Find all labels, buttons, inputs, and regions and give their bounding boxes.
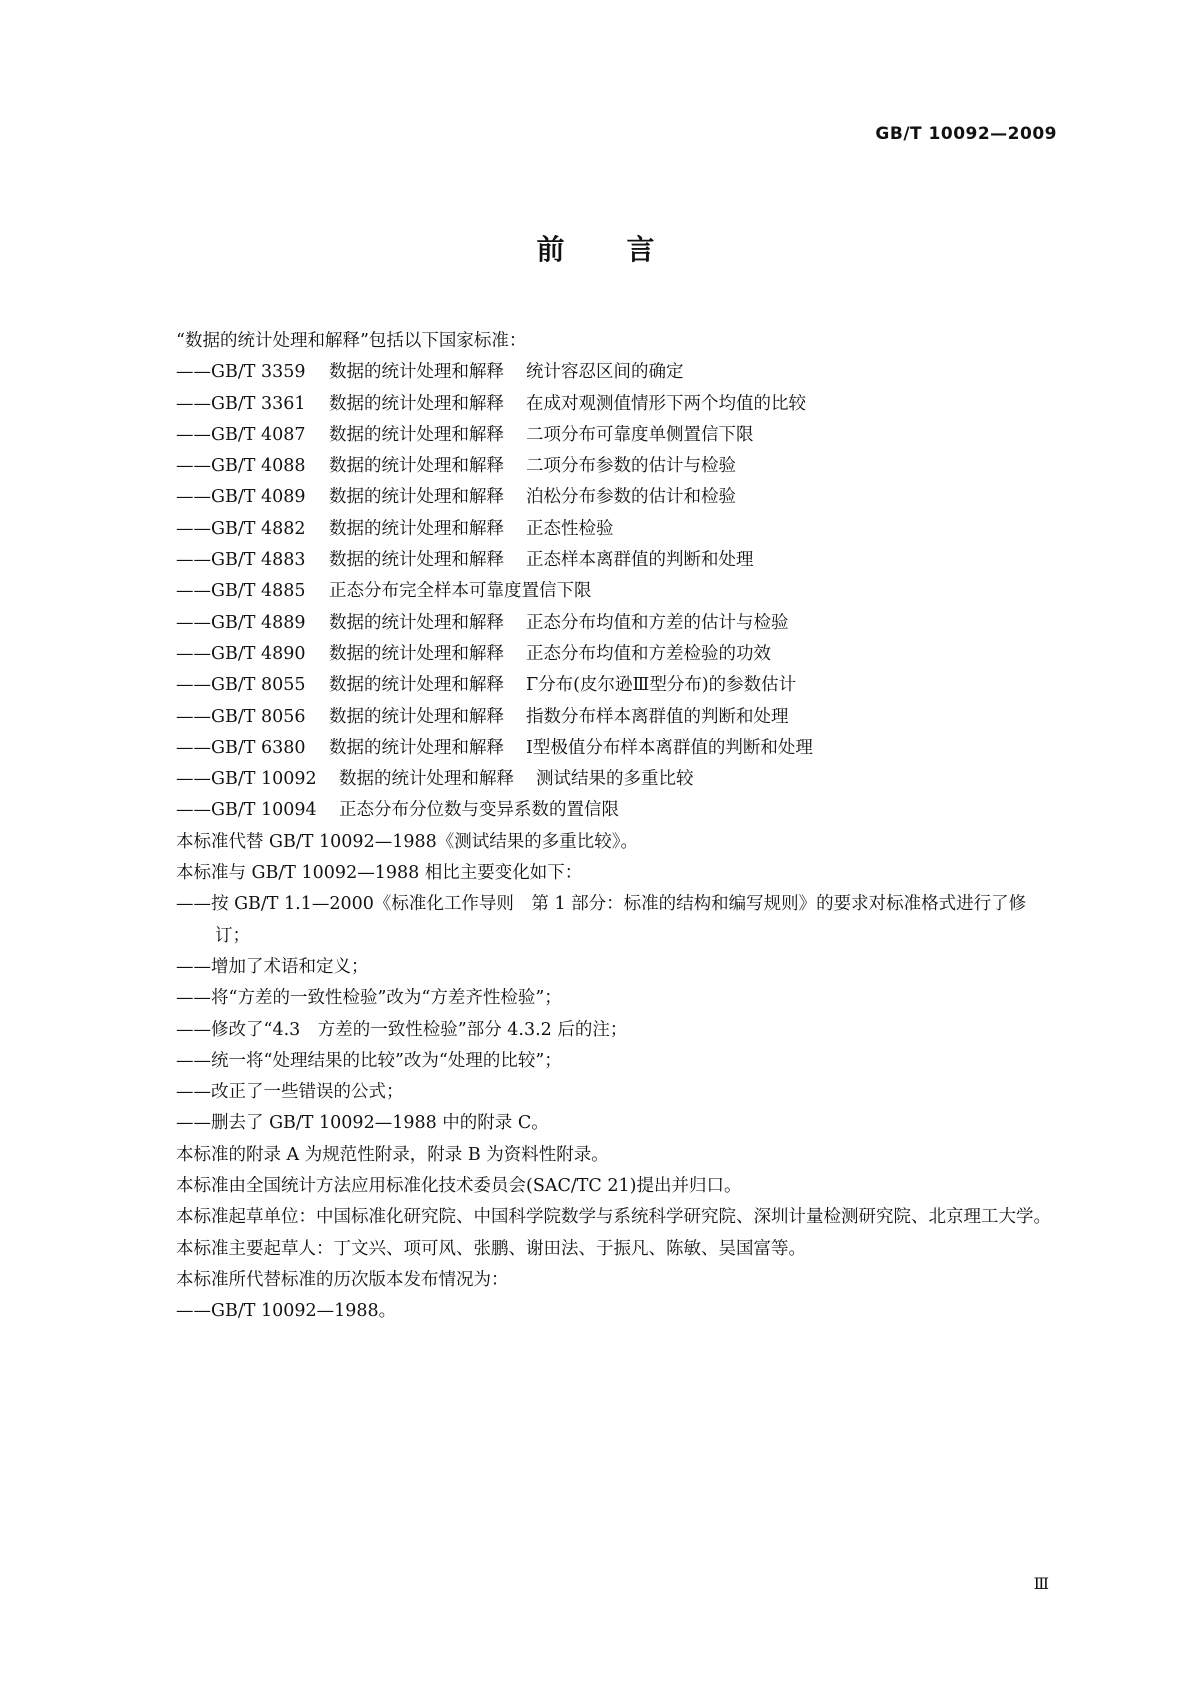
dash: ——: [176, 487, 211, 508]
dash: ——: [176, 424, 211, 445]
standard-code-ref: GB/T 6380: [211, 737, 306, 758]
standard-title: 数据的统计处理和解释: [329, 643, 504, 664]
standard-subtitle: 统计容忍区间的确定: [526, 362, 684, 383]
standard-title: 数据的统计处理和解释: [329, 612, 504, 633]
standard-item: [131, 420, 1061, 451]
standard-item: [131, 702, 1061, 733]
standard-subtitle: 指数分布样本离群值的判断和处理: [526, 706, 789, 727]
dash: ——: [176, 581, 211, 602]
standard-item: [131, 451, 1061, 482]
standard-code-ref: GB/T 4087: [211, 424, 306, 445]
standard-code-ref: GB/T 4889: [211, 612, 306, 633]
standard-subtitle: 二项分布可靠度单侧置信下限: [526, 424, 754, 445]
dash: ——: [176, 550, 211, 571]
drafting-units-paragraph: 本标准起草单位：中国标准化研究院、中国科学院数学与系统科学研究院、深圳计量检测研究院、北京理工大学。: [176, 1207, 1051, 1228]
standard-item: [131, 482, 1061, 513]
changes-intro-paragraph: 本标准与 GB/T 10092—1988 相比主要变化如下：: [176, 863, 583, 884]
foreword-body: [131, 326, 1061, 1328]
standard-item: [131, 545, 1061, 576]
change-item: ——按 GB/T 1.1—2000《标准化工作导则 第 1 部分：标准的结构和编写规则》的要求对标准格式进行了修订；: [176, 894, 1027, 946]
dash: ——: [176, 393, 211, 414]
standard-code-ref: GB/T 3361: [211, 393, 306, 414]
standard-subtitle: 泊松分布参数的估计和检验: [526, 487, 736, 508]
standard-code: GB/T 10092—2009: [875, 124, 1057, 144]
standard-code-ref: GB/T 4882: [211, 518, 306, 539]
standard-item: [131, 670, 1061, 701]
standard-item: [131, 576, 1061, 607]
standard-title: 数据的统计处理和解释: [339, 769, 514, 790]
standard-subtitle: 正态性检验: [526, 518, 614, 539]
standard-title: 数据的统计处理和解释: [329, 737, 504, 758]
standard-code-ref: GB/T 10094: [211, 800, 317, 821]
standard-title: 数据的统计处理和解释: [329, 487, 504, 508]
dash: ——: [176, 518, 211, 539]
standard-code-ref: GB/T 4885: [211, 581, 306, 602]
standard-title: 数据的统计处理和解释: [329, 393, 504, 414]
changes-list: [131, 889, 1061, 1139]
standard-item: [131, 389, 1061, 420]
standard-title: 数据的统计处理和解释: [329, 706, 504, 727]
standard-subtitle: 正态分布均值和方差检验的功效: [526, 643, 771, 664]
appendix-note-paragraph: 本标准的附录 A 为规范性附录，附录 B 为资料性附录。: [176, 1144, 609, 1165]
standard-subtitle: Ⅰ型极值分布样本离群值的判断和处理: [526, 737, 813, 758]
standard-title: 正态分布完全样本可靠度置信下限: [329, 581, 592, 602]
standard-item: [131, 514, 1061, 545]
dash: ——: [176, 612, 211, 633]
standard-subtitle: Γ分布(皮尔逊Ⅲ型分布)的参数估计: [526, 675, 797, 696]
standard-title: 数据的统计处理和解释: [329, 675, 504, 696]
standard-subtitle: 正态分布均值和方差的估计与检验: [526, 612, 789, 633]
intro-paragraph: “数据的统计处理和解释”包括以下国家标准：: [176, 331, 527, 351]
dash: ——: [176, 737, 211, 758]
dash: ——: [176, 643, 211, 664]
standard-code-ref: GB/T 8055: [211, 675, 306, 696]
page-number: Ⅲ: [1033, 1574, 1049, 1593]
replaces-paragraph: 本标准代替 GB/T 10092—1988《测试结果的多重比较》。: [176, 831, 638, 852]
page-title: 前言: [536, 233, 717, 266]
standard-title: 数据的统计处理和解释: [329, 550, 504, 571]
drafters-paragraph: 本标准主要起草人：丁文兴、项可风、张鹏、谢田法、于振凡、陈敏、吴国富等。: [176, 1238, 806, 1259]
standard-code-ref: GB/T 4088: [211, 456, 306, 477]
standard-code-ref: GB/T 8056: [211, 706, 306, 727]
change-item: ——将“方差的一致性检验”改为“方差齐性检验”；: [176, 988, 562, 1009]
change-item: ——统一将“处理结果的比较”改为“处理的比较”；: [176, 1050, 562, 1071]
history-intro-paragraph: 本标准所代替标准的历次版本发布情况为：: [176, 1269, 509, 1290]
proposed-by-paragraph: 本标准由全国统计方法应用标准化技术委员会(SAC/TC 21)提出并归口。: [176, 1176, 742, 1197]
standard-code-ref: GB/T 4890: [211, 643, 306, 664]
standard-subtitle: 正态样本离群值的判断和处理: [526, 550, 754, 571]
dash: ——: [176, 769, 211, 790]
dash: ——: [176, 675, 211, 696]
change-item: ——改正了一些错误的公式；: [176, 1082, 404, 1103]
standard-code-ref: GB/T 4883: [211, 550, 306, 571]
standards-list: [131, 357, 1061, 826]
history-item: ——GB/T 10092—1988。: [176, 1301, 397, 1322]
dash: ——: [176, 800, 211, 821]
standard-item: [131, 764, 1061, 795]
standard-title: 正态分布分位数与变异系数的置信限: [339, 800, 619, 821]
standard-item: [131, 608, 1061, 639]
standard-item: [131, 639, 1061, 670]
standard-title: 数据的统计处理和解释: [329, 456, 504, 477]
dash: ——: [176, 362, 211, 383]
standard-item: [131, 795, 1061, 826]
standard-title: 数据的统计处理和解释: [329, 362, 504, 383]
change-item: ——修改了“4.3 方差的一致性检验”部分 4.3.2 后的注；: [176, 1019, 628, 1040]
standard-subtitle: 二项分布参数的估计与检验: [526, 456, 736, 477]
dash: ——: [176, 706, 211, 727]
standard-subtitle: 测试结果的多重比较: [536, 769, 694, 790]
standard-code-ref: GB/T 4089: [211, 487, 306, 508]
dash: ——: [176, 456, 211, 477]
standard-item: [131, 357, 1061, 388]
standard-subtitle: 在成对观测值情形下两个均值的比较: [526, 393, 806, 414]
standard-item: [131, 733, 1061, 764]
standard-title: 数据的统计处理和解释: [329, 518, 504, 539]
standard-title: 数据的统计处理和解释: [329, 424, 504, 445]
change-item: ——删去了 GB/T 10092—1988 中的附录 C。: [176, 1113, 549, 1134]
standard-code-ref: GB/T 3359: [211, 362, 306, 383]
change-item: ——增加了术语和定义；: [176, 956, 369, 977]
standard-code-ref: GB/T 10092: [211, 769, 317, 790]
